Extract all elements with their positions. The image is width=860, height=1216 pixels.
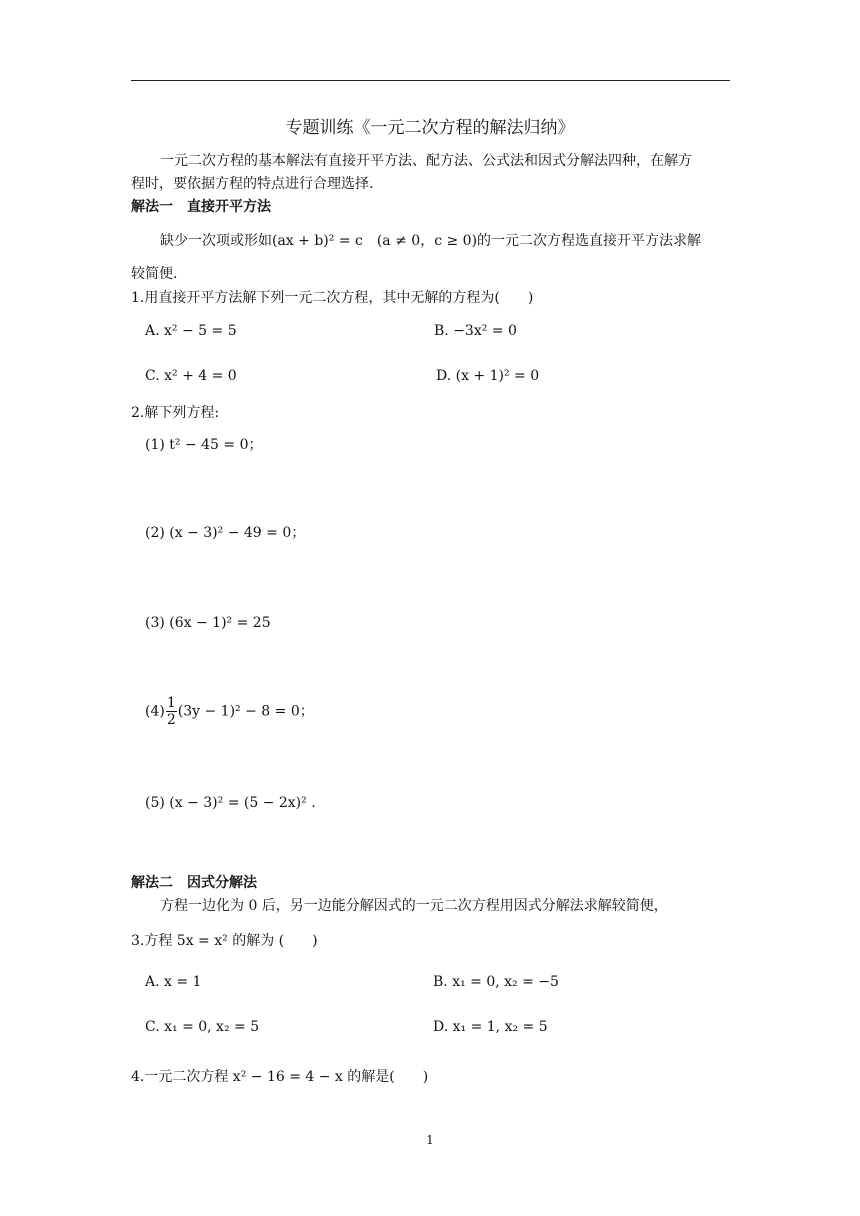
method2-desc: 方程一边化为 0 后，另一边能分解因式的一元二次方程用因式分解法求解较简便， <box>160 898 668 914</box>
q2-item-4-fraction-denominator: 2 <box>166 712 176 728</box>
q2-stem: 2.解下列方程: <box>131 405 220 421</box>
q3-option-b: B. x₁ = 0, x₂ = −5 <box>433 974 559 990</box>
q3-stem: 3.方程 5x = x² 的解为 ( ) <box>131 933 318 949</box>
q1-option-c: C. x² + 4 = 0 <box>145 368 237 384</box>
q2-item-4-fraction-numerator: 1 <box>166 695 176 711</box>
q1-option-b: B. −3x² = 0 <box>434 323 517 339</box>
method1-desc-line-1: 缺少一次项或形如(ax + b)² = c (a ≠ 0，c ≥ 0)的一元二次方程选直接开平方法求解 <box>160 233 702 249</box>
method1-heading: 解法一 直接开平方法 <box>131 199 271 215</box>
q2-item-4 <box>145 695 314 728</box>
q2-item-3: (3) (6x − 1)² = 25 <box>145 615 271 631</box>
q3-option-d: D. x₁ = 1, x₂ = 5 <box>433 1019 548 1035</box>
method2-heading: 解法二 因式分解法 <box>131 875 257 891</box>
page-number: 1 <box>426 1133 434 1147</box>
q1-option-a: A. x² − 5 = 5 <box>145 323 237 339</box>
intro-line-1: 一元二次方程的基本解法有直接开平方法、配方法、公式法和因式分解法四种，在解方 <box>160 153 692 169</box>
method1-desc-line-2: 较简便. <box>131 266 178 282</box>
q1-stem: 1.用直接开平方法解下列一元二次方程，其中无解的方程为( ) <box>131 290 534 306</box>
intro-line-2: 程时，要依据方程的特点进行合理选择. <box>131 176 374 192</box>
document-title: 专题训练《一元二次方程的解法归纳》 <box>285 118 575 138</box>
q3-option-c: C. x₁ = 0, x₂ = 5 <box>145 1019 260 1035</box>
q2-item-4-fraction <box>166 695 177 728</box>
q2-item-4-prefix: (4) <box>145 703 165 720</box>
q2-item-5: (5) (x − 3)² = (5 − 2x)² . <box>145 795 316 811</box>
q4-stem: 4.一元二次方程 x² − 16 = 4 − x 的解是( ) <box>131 1069 429 1085</box>
q2-item-1: (1) t² − 45 = 0； <box>145 437 263 453</box>
q1-option-d: D. (x + 1)² = 0 <box>436 368 540 384</box>
q2-item-2: (2) (x − 3)² − 49 = 0； <box>145 525 306 541</box>
header-rule <box>131 80 730 81</box>
q2-item-4-suffix: (3y − 1)² − 8 = 0； <box>177 703 314 720</box>
q3-option-a: A. x = 1 <box>145 974 202 990</box>
